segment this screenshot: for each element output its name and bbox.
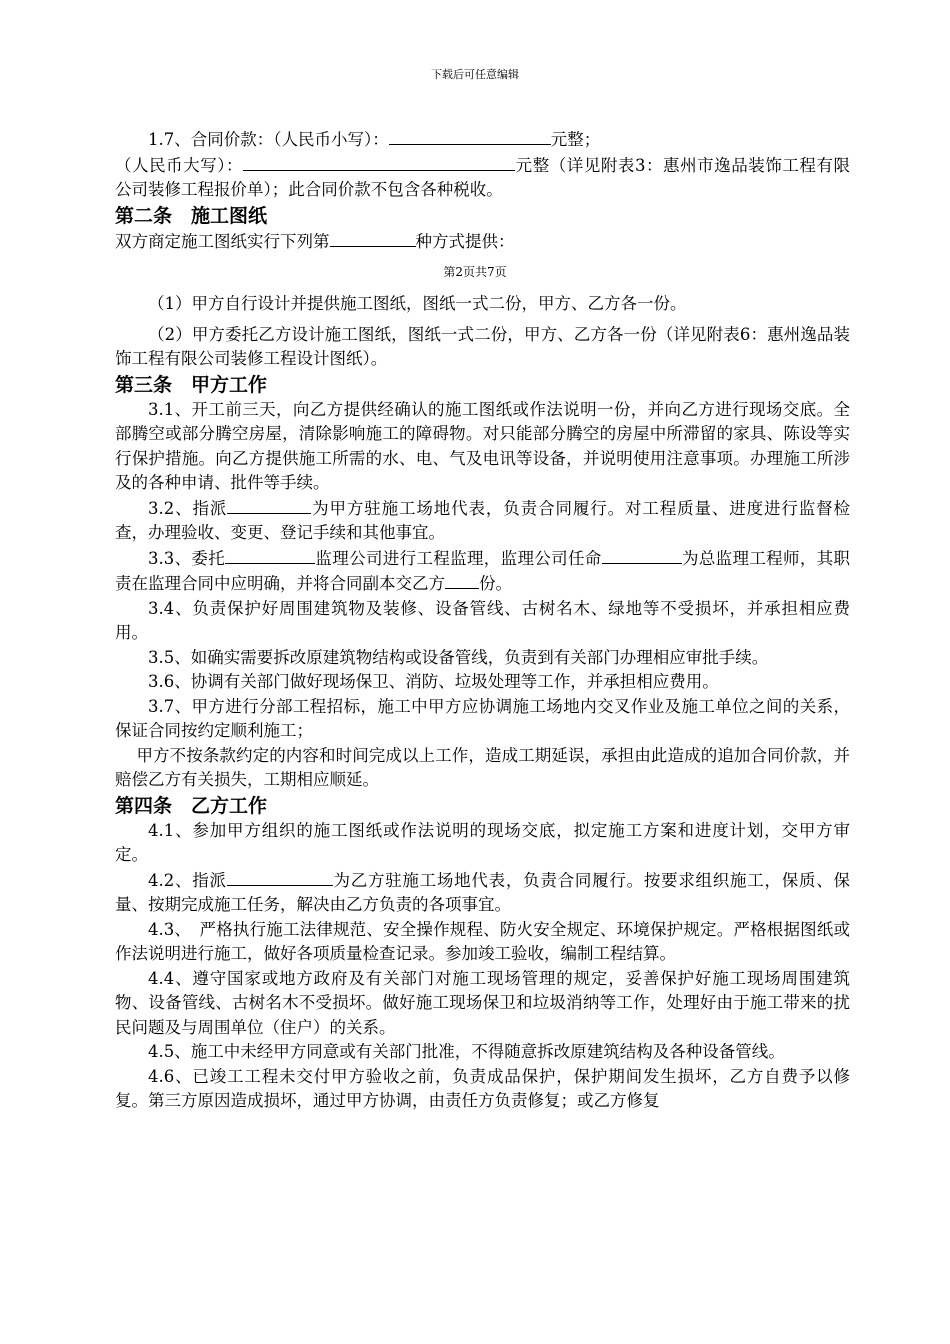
page-number: 第2页共7页 bbox=[443, 265, 507, 279]
clause-3-1: 3.1、开工前三天，向乙方提供经确认的施工图纸或作法说明一份，并向乙方进行现场交底。全部腾空或部分腾空房屋，清除影响施工的障碍物。对只能部分腾空的房屋中所滞留的家具、陈设等实行保护措施。向乙方提供施工所需的水、电、气及电讯等设备，并说明使用注意事项。办理施工所涉及的各种申请、批件等手续。 bbox=[115, 399, 850, 492]
section-4-heading: 第四条 乙方工作 bbox=[115, 794, 268, 817]
blank-chief-supervisor bbox=[602, 546, 682, 564]
section-2-intro: 双方商定施工图纸实行下列第 种方式提供： bbox=[115, 229, 850, 255]
clause-1-7: 1.7、合同价款：（人民币小写）： 元整； bbox=[115, 127, 850, 153]
section-3-heading: 第三条 甲方工作 bbox=[115, 373, 268, 396]
clause-3-8: 甲方不按条款约定的内容和时间完成以上工作，造成工期延误，承担由此造成的追加合同价款，并赔偿乙方有关损失，工期相应顺延。 bbox=[115, 745, 850, 789]
clause-4-5: 4.5、施工中未经甲方同意或有关部门批准，不得随意拆改原建筑结构及各种设备管线。 bbox=[148, 1042, 785, 1061]
clause-3-6: 3.6、协调有关部门做好现场保卫、消防、垃圾处理等工作，并承担相应费用。 bbox=[148, 672, 719, 691]
clause-4-4: 4.4、遵守国家或地方政府及有关部门对施工现场管理的规定，妥善保护好施工现场周围建筑物、设备管线、古树名木不受损坏。做好施工现场保卫和垃圾消纳等工作，处理好由于施工带来的扰民问题及与周围单位（住户）的关系。 bbox=[115, 968, 850, 1037]
blank-party-a-rep bbox=[227, 496, 311, 514]
clause-3-2: 3.2、指派 为甲方驻施工场地代表，负责合同履行。对工程质量、进度进行监督检查，办理验收、变更、登记手续和其他事宜。 bbox=[115, 496, 850, 546]
clause-3-4: 3.4、负责保护好周围建筑物及装修、设备管线、古树名木、绿地等不受损坏，并承担相应费用。 bbox=[115, 598, 850, 642]
blank-price-lowercase bbox=[389, 127, 551, 145]
section-2-heading: 第二条 施工图纸 bbox=[115, 204, 268, 227]
page-header: 下载后可任意编辑 bbox=[431, 68, 519, 81]
section-1-block bbox=[115, 127, 850, 254]
clause-3-5: 3.5、如确实需要拆改原建筑物结构或设备管线，负责到有关部门办理相应审批手续。 bbox=[148, 647, 769, 667]
clause-3-3: 3.3、委托 监理公司进行工程监理，监理公司任命 为总监理工程师，其职责在监理合同中应明确，并将合同副本交乙方 份。 bbox=[115, 546, 850, 597]
option-2: （2）甲方委托乙方设计施工图纸，图纸一式二份，甲方、乙方各一份（详见附表6：惠州逸品装饰工程有限公司装修工程设计图纸）。 bbox=[115, 324, 850, 368]
clause-4-2: 4.2、指派 为乙方驻施工场地代表，负责合同履行。按要求组织施工，保质、保量、按期完成施工任务，解决由乙方负责的各项事宜。 bbox=[115, 868, 850, 918]
blank-price-uppercase bbox=[243, 153, 515, 171]
blank-copies bbox=[445, 571, 479, 589]
clause-3-7: 3.7、甲方进行分部工程招标，施工中甲方应协调施工场地内交叉作业及施工单位之间的关系，保证合同按约定顺利施工； bbox=[115, 696, 850, 740]
clause-4-1: 4.1、参加甲方组织的施工图纸或作法说明的现场交底，拟定施工方案和进度计划，交甲方审定。 bbox=[115, 820, 850, 864]
option-1: （1）甲方自行设计并提供施工图纸，图纸一式二份，甲方、乙方各一份。 bbox=[148, 294, 687, 313]
blank-drawing-method bbox=[330, 229, 416, 247]
clause-1-7-cont: （人民币大写）： 元整（详见附表3：惠州市逸品装饰工程有限公司装修工程报价单）；此合同价款不包含各种税收。 bbox=[115, 153, 850, 203]
blank-party-b-rep bbox=[227, 868, 333, 886]
section-2-options-block bbox=[115, 292, 850, 1114]
clause-4-6: 4.6、已竣工工程未交付甲方验收之前，负责成品保护，保护期间发生损坏，乙方自费予以修复。第三方原因造成损坏，通过甲方协调，由责任方负责修复；或乙方修复 bbox=[115, 1066, 850, 1110]
clause-4-3: 4.3、 严格执行施工法律规范、安全操作规程、防火安全规定、环境保护规定。严格根据图纸或作法说明进行施工，做好各项质量检查记录。参加竣工验收，编制工程结算。 bbox=[115, 919, 850, 963]
blank-supervision-company bbox=[225, 546, 315, 564]
